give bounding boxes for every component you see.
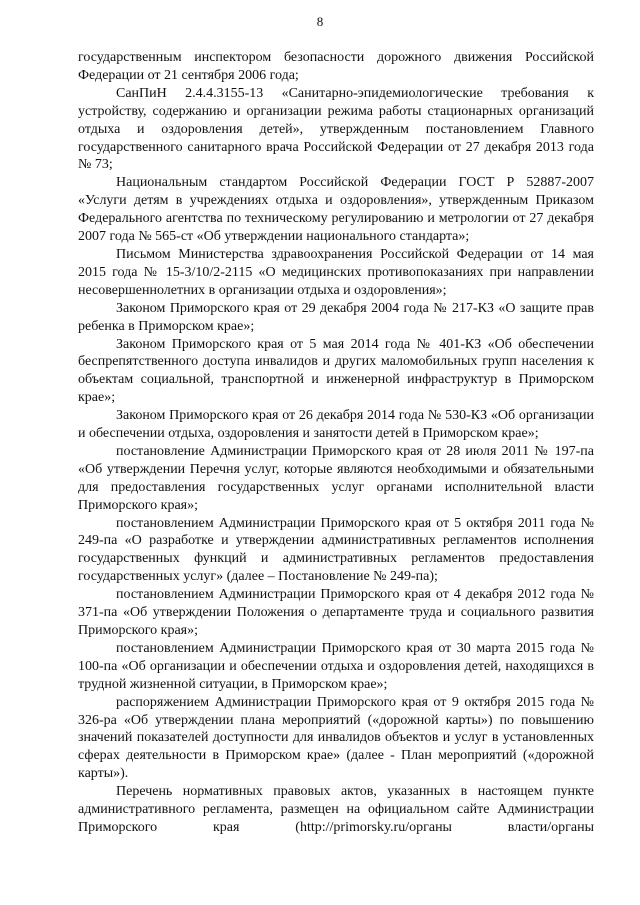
paragraph-gost: Национальным стандартом Российской Федерации ГОСТ Р 52887-2007 «Услуги детям в учреждениях отдыха и оздоровления», утвержденным Приказом Федерального агентства по техническому регулированию и метрологии от 27 декабря 2007 года № 565-ст «Об утверждении национального стандарта»; (78, 175, 594, 245)
paragraph-law-530: Законом Приморского края от 26 декабря 2014 года № 530-КЗ «Об организации и обеспечении отдыха, оздоровления и занятости детей в Приморском крае»; (78, 408, 594, 442)
paragraph-resolution-100: постановлением Администрации Приморского края от 30 марта 2015 года № 100-па «Об организации и обеспечении отдыха и оздоровления детей, находящихся в трудной жизненной ситуации, в Приморском крае»; (78, 640, 594, 692)
paragraph-sanpin: СанПиН 2.4.4.3155-13 «Санитарно-эпидемиологические требования к устройству, содержанию и организации режима работы стационарных организаций отдыха и оздоровления детей», утвержденным постановлением Главного государственного санитарного врача Российской Федерации от 27 декабря 2013 года № 73; (78, 85, 594, 173)
paragraph-acts-list-location: Перечень нормативных правовых актов, указанных в настоящем пункте административного регламента, размещен на официальном сайте Администрации Приморского края (http://primorsky.ru/органы власти/органы (78, 784, 594, 835)
paragraph-resolution-249: постановлением Администрации Приморского края от 5 октября 2011 года № 249-па «О разработке и утверждении административных регламентов исполнения государственных функций и административных регламентов предоставления государственных услуг» (далее – Постановление № 249-па); (78, 515, 594, 585)
paragraph-law-401: Законом Приморского края от 5 мая 2014 года № 401-КЗ «Об обеспечении беспрепятственного доступа инвалидов и других маломобильных групп населения к объектам социальной, транспортной и инженерной инфраструктур в Приморском крае»; (78, 336, 594, 406)
paragraph-law-217: Законом Приморского края от 29 декабря 2004 года № 217-КЗ «О защите прав ребенка в Приморском крае»; (78, 300, 594, 334)
paragraph-resolution-371: постановлением Администрации Приморского края от 4 декабря 2012 года № 371-па «Об утверждении Положения о департаменте труда и социального развития Приморского края»; (78, 587, 594, 638)
paragraph-order-326: распоряжением Администрации Приморского края от 9 октября 2015 года № 326-ра «Об утверждении плана мероприятий («дорожной карты») по повышению значений показателей доступности для инвалидов объектов и услуг в установленных сферах деятельности в Приморском крае» (далее - План мероприятий («дорожной карты»). (78, 694, 594, 782)
paragraph-minzdrav-letter: Письмом Министерства здравоохранения Российской Федерации от 14 мая 2015 года № 15-3/10/2-2115 «О медицинских противопоказаниях при направлении несовершеннолетних в организации отдыха и оздоровления»; (78, 246, 594, 298)
page-number: 8 (316, 14, 324, 29)
document-body (78, 49, 594, 837)
paragraph-gibdd-continuation: государственным инспектором безопасности дорожного движения Российской Федерации от 21 сентября 2006 года; (78, 50, 594, 83)
paragraph-resolution-197: постановление Администрации Приморского края от 28 июля 2011 № 197-па «Об утверждении Перечня услуг, которые являются необходимыми и обязательными для предоставления государственных услуг органами исполнительной власти Приморского края»; (78, 443, 594, 513)
